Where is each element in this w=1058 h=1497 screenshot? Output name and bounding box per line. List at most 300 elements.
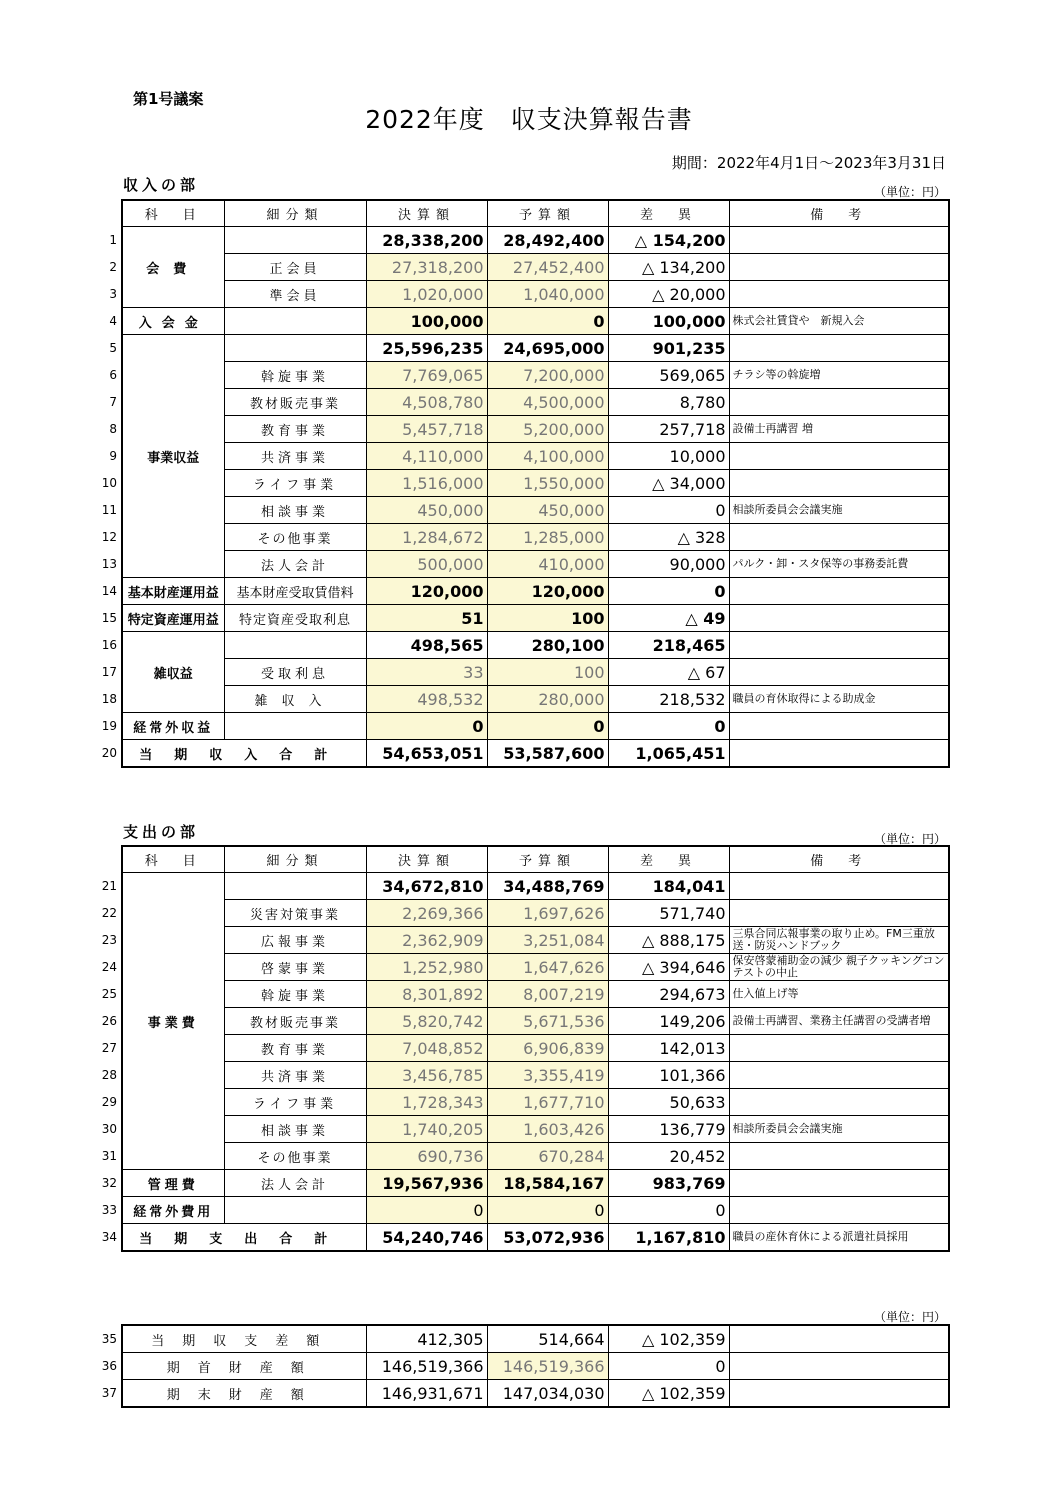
row-number: 4 bbox=[109, 314, 117, 328]
row-subdivision: 共済事業 bbox=[224, 443, 366, 470]
row-budget: 4,500,000 bbox=[487, 389, 608, 416]
header-subdivision: 細分類 bbox=[224, 846, 366, 873]
row-budget: 28,492,400 bbox=[487, 227, 608, 254]
table-row bbox=[97, 389, 949, 416]
row-actual: 1,728,343 bbox=[366, 1089, 487, 1116]
income-section-label: 収入の部 bbox=[123, 176, 200, 194]
summary-label: 期末財産額 bbox=[122, 1380, 366, 1408]
row-budget: 450,000 bbox=[487, 497, 608, 524]
row-subject bbox=[122, 497, 224, 524]
row-remarks bbox=[729, 605, 949, 632]
row-budget: 280,000 bbox=[487, 686, 608, 713]
row-number: 8 bbox=[109, 422, 117, 436]
table-row bbox=[97, 1197, 949, 1224]
row-remarks: 株式会社賃貸や 新規入会 bbox=[729, 308, 949, 335]
row-difference: 8,780 bbox=[608, 389, 729, 416]
row-budget: 1,603,426 bbox=[487, 1116, 608, 1143]
row-remarks: 相談所委員会会議実施 bbox=[729, 1116, 949, 1143]
row-actual: 4,110,000 bbox=[366, 443, 487, 470]
row-subdivision bbox=[224, 713, 366, 740]
row-subject bbox=[122, 1143, 224, 1170]
row-budget: 1,040,000 bbox=[487, 281, 608, 308]
row-difference: △ 49 bbox=[608, 605, 729, 632]
row-number: 20 bbox=[101, 746, 117, 761]
row-subject: 基本財産運用益 bbox=[122, 578, 224, 605]
summary-difference: △ 102,359 bbox=[608, 1380, 729, 1408]
row-subject bbox=[122, 470, 224, 497]
row-actual: 7,048,852 bbox=[366, 1035, 487, 1062]
row-difference: △ 20,000 bbox=[608, 281, 729, 308]
row-remarks bbox=[729, 632, 949, 659]
row-subdivision bbox=[224, 873, 366, 900]
table-row bbox=[97, 873, 949, 900]
row-budget: 24,695,000 bbox=[487, 335, 608, 362]
row-actual: 498,532 bbox=[366, 686, 487, 713]
row-budget: 0 bbox=[487, 1197, 608, 1224]
summary-difference: △ 102,359 bbox=[608, 1325, 729, 1353]
row-remarks: 設備士再講習、業務主任講習の受講者増 bbox=[729, 1008, 949, 1035]
summary-remarks bbox=[729, 1380, 949, 1408]
row-subject bbox=[122, 362, 224, 389]
row-subject: 事業費 bbox=[122, 1008, 224, 1035]
row-remarks bbox=[729, 1170, 949, 1197]
row-actual: 25,596,235 bbox=[366, 335, 487, 362]
row-actual: 27,318,200 bbox=[366, 254, 487, 281]
table-header-row bbox=[97, 200, 949, 227]
row-subject bbox=[122, 524, 224, 551]
row-actual: 2,362,909 bbox=[366, 927, 487, 954]
row-number: 22 bbox=[101, 906, 117, 920]
row-difference: 0 bbox=[608, 1197, 729, 1224]
row-number: 10 bbox=[101, 476, 117, 490]
row-remarks bbox=[729, 578, 949, 605]
summary-unit-label: （単位：円） bbox=[873, 1310, 946, 1324]
row-subdivision: 相談事業 bbox=[224, 497, 366, 524]
summary-label: 当期収支差額 bbox=[122, 1325, 366, 1353]
table-row bbox=[97, 1143, 949, 1170]
row-subdivision bbox=[224, 227, 366, 254]
summary-row bbox=[97, 1353, 949, 1380]
row-number: 2 bbox=[109, 260, 117, 274]
row-number: 23 bbox=[101, 933, 117, 947]
row-actual: 500,000 bbox=[366, 551, 487, 578]
row-difference: 983,769 bbox=[608, 1170, 729, 1197]
row-difference: 50,633 bbox=[608, 1089, 729, 1116]
table-row bbox=[97, 254, 949, 281]
row-difference: 218,532 bbox=[608, 686, 729, 713]
table-row bbox=[97, 981, 949, 1008]
header-actual: 決算額 bbox=[366, 200, 487, 227]
row-subdivision: 法人会計 bbox=[224, 551, 366, 578]
row-number: 29 bbox=[101, 1095, 117, 1109]
row-subject: 経常外収益 bbox=[122, 713, 224, 740]
row-actual: 0 bbox=[366, 713, 487, 740]
row-number: 34 bbox=[101, 1230, 117, 1245]
row-budget: 3,355,419 bbox=[487, 1062, 608, 1089]
row-subdivision bbox=[224, 308, 366, 335]
row-difference: 569,065 bbox=[608, 362, 729, 389]
row-remarks: 設備士再講習 増 bbox=[729, 416, 949, 443]
row-subdivision: 相談事業 bbox=[224, 1116, 366, 1143]
table-row bbox=[97, 1062, 949, 1089]
table-row bbox=[97, 1170, 949, 1197]
row-difference: 0 bbox=[608, 713, 729, 740]
row-difference: △ 888,175 bbox=[608, 927, 729, 954]
row-difference: △ 394,646 bbox=[608, 954, 729, 981]
expense-section-label: 支出の部 bbox=[123, 823, 200, 841]
row-subdivision: 啓蒙事業 bbox=[224, 954, 366, 981]
row-subdivision bbox=[224, 1197, 366, 1224]
summary-actual: 412,305 bbox=[366, 1325, 487, 1353]
row-actual: 1,516,000 bbox=[366, 470, 487, 497]
row-subdivision: 基本財産受取賃借料 bbox=[224, 578, 366, 605]
row-subdivision: 法人会計 bbox=[224, 1170, 366, 1197]
row-subject: 経常外費用 bbox=[122, 1197, 224, 1224]
row-subject bbox=[122, 551, 224, 578]
row-actual: 1,284,672 bbox=[366, 524, 487, 551]
row-subject bbox=[122, 954, 224, 981]
row-budget: 6,906,839 bbox=[487, 1035, 608, 1062]
table-row bbox=[97, 713, 949, 740]
row-budget: 280,100 bbox=[487, 632, 608, 659]
row-remarks bbox=[729, 900, 949, 927]
row-subdivision: 教育事業 bbox=[224, 416, 366, 443]
row-difference: 142,013 bbox=[608, 1035, 729, 1062]
row-subdivision bbox=[224, 632, 366, 659]
row-actual: 5,457,718 bbox=[366, 416, 487, 443]
row-budget: 0 bbox=[487, 308, 608, 335]
row-remarks: 保安啓蒙補助金の減少 親子クッキングコンテストの中止 bbox=[729, 954, 949, 981]
table-row bbox=[97, 1035, 949, 1062]
row-number: 5 bbox=[109, 341, 117, 355]
row-subject: 当期支出合計 bbox=[122, 1224, 366, 1252]
row-budget: 100 bbox=[487, 659, 608, 686]
row-actual: 28,338,200 bbox=[366, 227, 487, 254]
row-subject bbox=[122, 981, 224, 1008]
expense-table bbox=[97, 845, 950, 1252]
row-subject bbox=[122, 632, 224, 659]
row-difference: 136,779 bbox=[608, 1116, 729, 1143]
row-subject bbox=[122, 873, 224, 900]
row-actual: 3,456,785 bbox=[366, 1062, 487, 1089]
row-remarks bbox=[729, 1062, 949, 1089]
summary-remarks bbox=[729, 1325, 949, 1353]
row-remarks bbox=[729, 1035, 949, 1062]
table-row bbox=[97, 927, 949, 954]
row-remarks bbox=[729, 227, 949, 254]
row-remarks bbox=[729, 470, 949, 497]
row-number: 32 bbox=[101, 1176, 117, 1190]
row-difference: 571,740 bbox=[608, 900, 729, 927]
row-number: 35 bbox=[101, 1331, 117, 1346]
row-budget: 5,671,536 bbox=[487, 1008, 608, 1035]
header-subdivision: 細分類 bbox=[224, 200, 366, 227]
row-number: 18 bbox=[101, 692, 117, 706]
summary-difference: 0 bbox=[608, 1353, 729, 1380]
row-actual: 0 bbox=[366, 1197, 487, 1224]
row-subdivision: 雑収入 bbox=[224, 686, 366, 713]
row-difference: 100,000 bbox=[608, 308, 729, 335]
row-actual: 54,240,746 bbox=[366, 1224, 487, 1252]
row-number: 3 bbox=[109, 287, 117, 301]
row-number: 33 bbox=[101, 1203, 117, 1217]
agenda-label: 第1号議案 bbox=[133, 90, 204, 108]
row-difference: 184,041 bbox=[608, 873, 729, 900]
row-remarks: 職員の産休育休による派遣社員採用 bbox=[729, 1224, 949, 1252]
table-row bbox=[97, 281, 949, 308]
row-difference: △ 154,200 bbox=[608, 227, 729, 254]
row-subject bbox=[122, 1062, 224, 1089]
row-number: 13 bbox=[101, 557, 117, 571]
table-row bbox=[97, 900, 949, 927]
row-subject bbox=[122, 900, 224, 927]
table-row bbox=[97, 605, 949, 632]
row-subject bbox=[122, 1089, 224, 1116]
row-remarks bbox=[729, 740, 949, 768]
row-budget: 53,587,600 bbox=[487, 740, 608, 768]
row-budget: 7,200,000 bbox=[487, 362, 608, 389]
row-number: 28 bbox=[101, 1068, 117, 1082]
summary-actual: 146,519,366 bbox=[366, 1353, 487, 1380]
header-subject: 科 目 bbox=[122, 846, 224, 873]
table-row bbox=[97, 497, 949, 524]
row-number-blank bbox=[97, 846, 122, 873]
row-actual: 450,000 bbox=[366, 497, 487, 524]
row-remarks: 仕入値上げ等 bbox=[729, 981, 949, 1008]
table-row bbox=[97, 686, 949, 713]
row-actual: 100,000 bbox=[366, 308, 487, 335]
row-difference: 101,366 bbox=[608, 1062, 729, 1089]
row-difference: 257,718 bbox=[608, 416, 729, 443]
row-actual: 51 bbox=[366, 605, 487, 632]
table-row bbox=[97, 578, 949, 605]
income-unit-label: （単位：円） bbox=[873, 185, 946, 199]
row-number: 6 bbox=[109, 368, 117, 382]
table-row bbox=[97, 524, 949, 551]
row-subdivision: 教材販売事業 bbox=[224, 389, 366, 416]
row-subdivision: その他事業 bbox=[224, 1143, 366, 1170]
row-difference: 294,673 bbox=[608, 981, 729, 1008]
row-budget: 1,647,626 bbox=[487, 954, 608, 981]
row-number: 25 bbox=[101, 987, 117, 1001]
row-number: 11 bbox=[101, 503, 117, 517]
header-subject: 科 目 bbox=[122, 200, 224, 227]
row-number: 27 bbox=[101, 1041, 117, 1055]
row-number: 15 bbox=[101, 611, 117, 625]
row-difference: 0 bbox=[608, 497, 729, 524]
row-difference: 90,000 bbox=[608, 551, 729, 578]
row-subdivision: 準会員 bbox=[224, 281, 366, 308]
row-subdivision: 特定資産受取利息 bbox=[224, 605, 366, 632]
row-subdivision: 斡旋事業 bbox=[224, 362, 366, 389]
summary-budget: 147,034,030 bbox=[487, 1380, 608, 1408]
row-subject bbox=[122, 1116, 224, 1143]
row-actual: 7,769,065 bbox=[366, 362, 487, 389]
row-number: 14 bbox=[101, 584, 117, 598]
summary-remarks bbox=[729, 1353, 949, 1380]
row-subdivision: 災害対策事業 bbox=[224, 900, 366, 927]
table-row bbox=[97, 470, 949, 497]
row-actual: 19,567,936 bbox=[366, 1170, 487, 1197]
row-remarks bbox=[729, 524, 949, 551]
row-subdivision: ライフ事業 bbox=[224, 1089, 366, 1116]
row-budget: 100 bbox=[487, 605, 608, 632]
table-row bbox=[97, 416, 949, 443]
row-remarks bbox=[729, 713, 949, 740]
header-difference: 差 異 bbox=[608, 846, 729, 873]
header-difference: 差 異 bbox=[608, 200, 729, 227]
row-number: 37 bbox=[101, 1386, 117, 1401]
row-actual: 8,301,892 bbox=[366, 981, 487, 1008]
row-remarks bbox=[729, 389, 949, 416]
row-subdivision: ライフ事業 bbox=[224, 470, 366, 497]
row-remarks: 職員の育休取得による助成金 bbox=[729, 686, 949, 713]
table-row bbox=[97, 362, 949, 389]
summary-row bbox=[97, 1380, 949, 1408]
row-budget: 8,007,219 bbox=[487, 981, 608, 1008]
row-actual: 34,672,810 bbox=[366, 873, 487, 900]
row-budget: 670,284 bbox=[487, 1143, 608, 1170]
row-remarks bbox=[729, 443, 949, 470]
summary-budget: 514,664 bbox=[487, 1325, 608, 1353]
row-subject: 事業収益 bbox=[122, 443, 224, 470]
row-difference: 1,167,810 bbox=[608, 1224, 729, 1252]
row-subject: 会費 bbox=[122, 254, 224, 281]
row-budget: 18,584,167 bbox=[487, 1170, 608, 1197]
summary-actual: 146,931,671 bbox=[366, 1380, 487, 1408]
row-number: 7 bbox=[109, 395, 117, 409]
row-difference: 1,065,451 bbox=[608, 740, 729, 768]
row-subdivision: 広報事業 bbox=[224, 927, 366, 954]
row-budget: 53,072,936 bbox=[487, 1224, 608, 1252]
row-subject bbox=[122, 227, 224, 254]
table-row bbox=[97, 1116, 949, 1143]
row-number: 24 bbox=[101, 960, 117, 974]
table-header-row bbox=[97, 846, 949, 873]
header-actual: 決算額 bbox=[366, 846, 487, 873]
row-remarks: 三県合同広報事業の取り止め。FM三重放送・防災ハンドブック bbox=[729, 927, 949, 954]
header-budget: 予算額 bbox=[487, 200, 608, 227]
row-actual: 1,252,980 bbox=[366, 954, 487, 981]
row-subdivision bbox=[224, 335, 366, 362]
row-number-blank bbox=[97, 200, 122, 227]
row-remarks bbox=[729, 281, 949, 308]
row-subdivision: その他事業 bbox=[224, 524, 366, 551]
row-number: 1 bbox=[109, 233, 117, 247]
row-actual: 690,736 bbox=[366, 1143, 487, 1170]
row-subject bbox=[122, 927, 224, 954]
row-subject bbox=[122, 281, 224, 308]
table-row bbox=[97, 551, 949, 578]
row-budget: 1,550,000 bbox=[487, 470, 608, 497]
row-budget: 1,285,000 bbox=[487, 524, 608, 551]
row-number: 36 bbox=[101, 1359, 117, 1373]
row-number: 30 bbox=[101, 1122, 117, 1136]
page-title: 2022年度 収支決算報告書 bbox=[365, 105, 693, 134]
summary-table bbox=[97, 1324, 950, 1408]
table-row bbox=[97, 308, 949, 335]
row-actual: 1,020,000 bbox=[366, 281, 487, 308]
row-actual: 1,740,205 bbox=[366, 1116, 487, 1143]
row-remarks bbox=[729, 254, 949, 281]
income-table bbox=[97, 199, 950, 768]
row-subject bbox=[122, 1035, 224, 1062]
row-subdivision: 教材販売事業 bbox=[224, 1008, 366, 1035]
table-row bbox=[97, 1224, 949, 1252]
row-subdivision: 教育事業 bbox=[224, 1035, 366, 1062]
row-actual: 54,653,051 bbox=[366, 740, 487, 768]
table-row bbox=[97, 632, 949, 659]
row-subdivision: 正会員 bbox=[224, 254, 366, 281]
row-subdivision: 共済事業 bbox=[224, 1062, 366, 1089]
row-remarks bbox=[729, 659, 949, 686]
row-remarks bbox=[729, 1143, 949, 1170]
row-difference: 10,000 bbox=[608, 443, 729, 470]
table-row bbox=[97, 659, 949, 686]
row-remarks: チラシ等の斡旋増 bbox=[729, 362, 949, 389]
row-difference: △ 328 bbox=[608, 524, 729, 551]
row-subject: 当期収入合計 bbox=[122, 740, 366, 768]
table-row bbox=[97, 1008, 949, 1035]
row-budget: 34,488,769 bbox=[487, 873, 608, 900]
row-number: 21 bbox=[101, 879, 117, 893]
row-subject bbox=[122, 416, 224, 443]
period-label: 期間：2022年4月1日～2023年3月31日 bbox=[671, 154, 946, 172]
row-remarks: パルク・卸・スタ保等の事務委託費 bbox=[729, 551, 949, 578]
row-number: 19 bbox=[101, 719, 117, 733]
row-difference: △ 134,200 bbox=[608, 254, 729, 281]
row-actual: 120,000 bbox=[366, 578, 487, 605]
row-number: 26 bbox=[101, 1014, 117, 1028]
row-difference: 0 bbox=[608, 578, 729, 605]
header-remarks: 備 考 bbox=[729, 200, 949, 227]
row-subdivision: 斡旋事業 bbox=[224, 981, 366, 1008]
row-subject bbox=[122, 335, 224, 362]
row-actual: 5,820,742 bbox=[366, 1008, 487, 1035]
row-subject: 特定資産運用益 bbox=[122, 605, 224, 632]
row-difference: 901,235 bbox=[608, 335, 729, 362]
row-budget: 120,000 bbox=[487, 578, 608, 605]
row-subject: 雑収益 bbox=[122, 659, 224, 686]
table-row bbox=[97, 954, 949, 981]
row-subject: 入会金 bbox=[122, 308, 224, 335]
summary-budget: 146,519,366 bbox=[487, 1353, 608, 1380]
row-difference: 218,465 bbox=[608, 632, 729, 659]
row-budget: 5,200,000 bbox=[487, 416, 608, 443]
table-row bbox=[97, 335, 949, 362]
row-difference: △ 34,000 bbox=[608, 470, 729, 497]
row-actual: 33 bbox=[366, 659, 487, 686]
row-remarks bbox=[729, 873, 949, 900]
row-subject: 管理費 bbox=[122, 1170, 224, 1197]
row-remarks bbox=[729, 335, 949, 362]
table-row bbox=[97, 227, 949, 254]
row-difference: 149,206 bbox=[608, 1008, 729, 1035]
expense-unit-label: （単位：円） bbox=[873, 832, 946, 846]
row-number: 17 bbox=[101, 665, 117, 679]
row-budget: 1,697,626 bbox=[487, 900, 608, 927]
table-row bbox=[97, 443, 949, 470]
row-remarks: 相談所委員会会議実施 bbox=[729, 497, 949, 524]
row-subject bbox=[122, 389, 224, 416]
table-row bbox=[97, 740, 949, 768]
row-actual: 498,565 bbox=[366, 632, 487, 659]
row-number: 16 bbox=[101, 638, 117, 652]
header-budget: 予算額 bbox=[487, 846, 608, 873]
row-budget: 0 bbox=[487, 713, 608, 740]
row-difference: 20,452 bbox=[608, 1143, 729, 1170]
row-actual: 2,269,366 bbox=[366, 900, 487, 927]
